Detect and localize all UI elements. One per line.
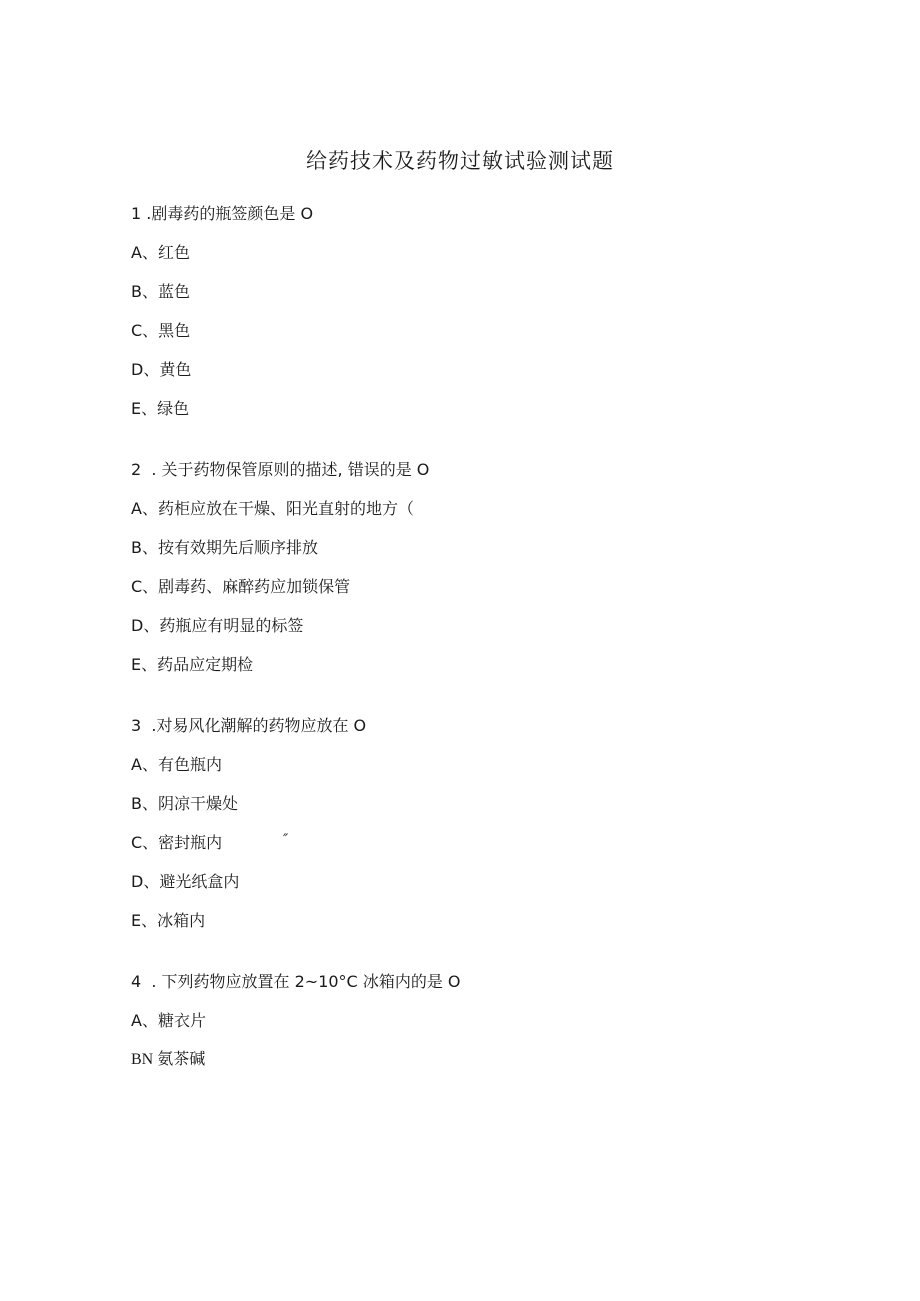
question-2-stem: 2 . 关于药物保管原则的描述, 错误的是 O	[131, 460, 430, 479]
question-2-option-d: D、药瓶应有明显的标签	[131, 616, 304, 635]
question-2-option-e: E、药品应定期检	[131, 655, 254, 674]
question-1-stem: 1 .剧毒药的瓶签颜色是 O	[131, 204, 314, 223]
question-1-option-b: B、蓝色	[131, 282, 190, 301]
question-4-option-a: A、糖衣片	[131, 1011, 206, 1030]
question-2-option-c: C、剧毒药、麻醉药应加锁保管	[131, 577, 351, 596]
question-1-option-d: D、黄色	[131, 360, 192, 379]
question-4-option-b: BN 氨茶碱	[131, 1051, 206, 1068]
question-3-option-d: D、避光纸盒内	[131, 872, 240, 891]
question-2-option-b: B、按有效期先后顺序排放	[131, 538, 318, 557]
stray-mark: ″	[283, 832, 289, 848]
question-3-option-c: C、密封瓶内	[131, 833, 223, 852]
question-1-option-c: C、黑色	[131, 321, 191, 340]
question-1-option-a: A、红色	[131, 243, 190, 262]
question-3-option-e: E、冰箱内	[131, 911, 206, 930]
question-3-option-b: B、阴凉干燥处	[131, 794, 238, 813]
question-4-stem: 4 . 下列药物应放置在 2~10°C 冰箱内的是 O	[131, 972, 461, 991]
question-2-option-a: A、药柜应放在干燥、阳光直射的地方（	[131, 499, 414, 518]
question-1-option-e: E、绿色	[131, 399, 190, 418]
document-title: 给药技术及药物过敏试验测试题	[306, 149, 614, 173]
question-3-stem: 3 .对易风化潮解的药物应放在 O	[131, 716, 367, 735]
question-3-option-a: A、有色瓶内	[131, 755, 222, 774]
